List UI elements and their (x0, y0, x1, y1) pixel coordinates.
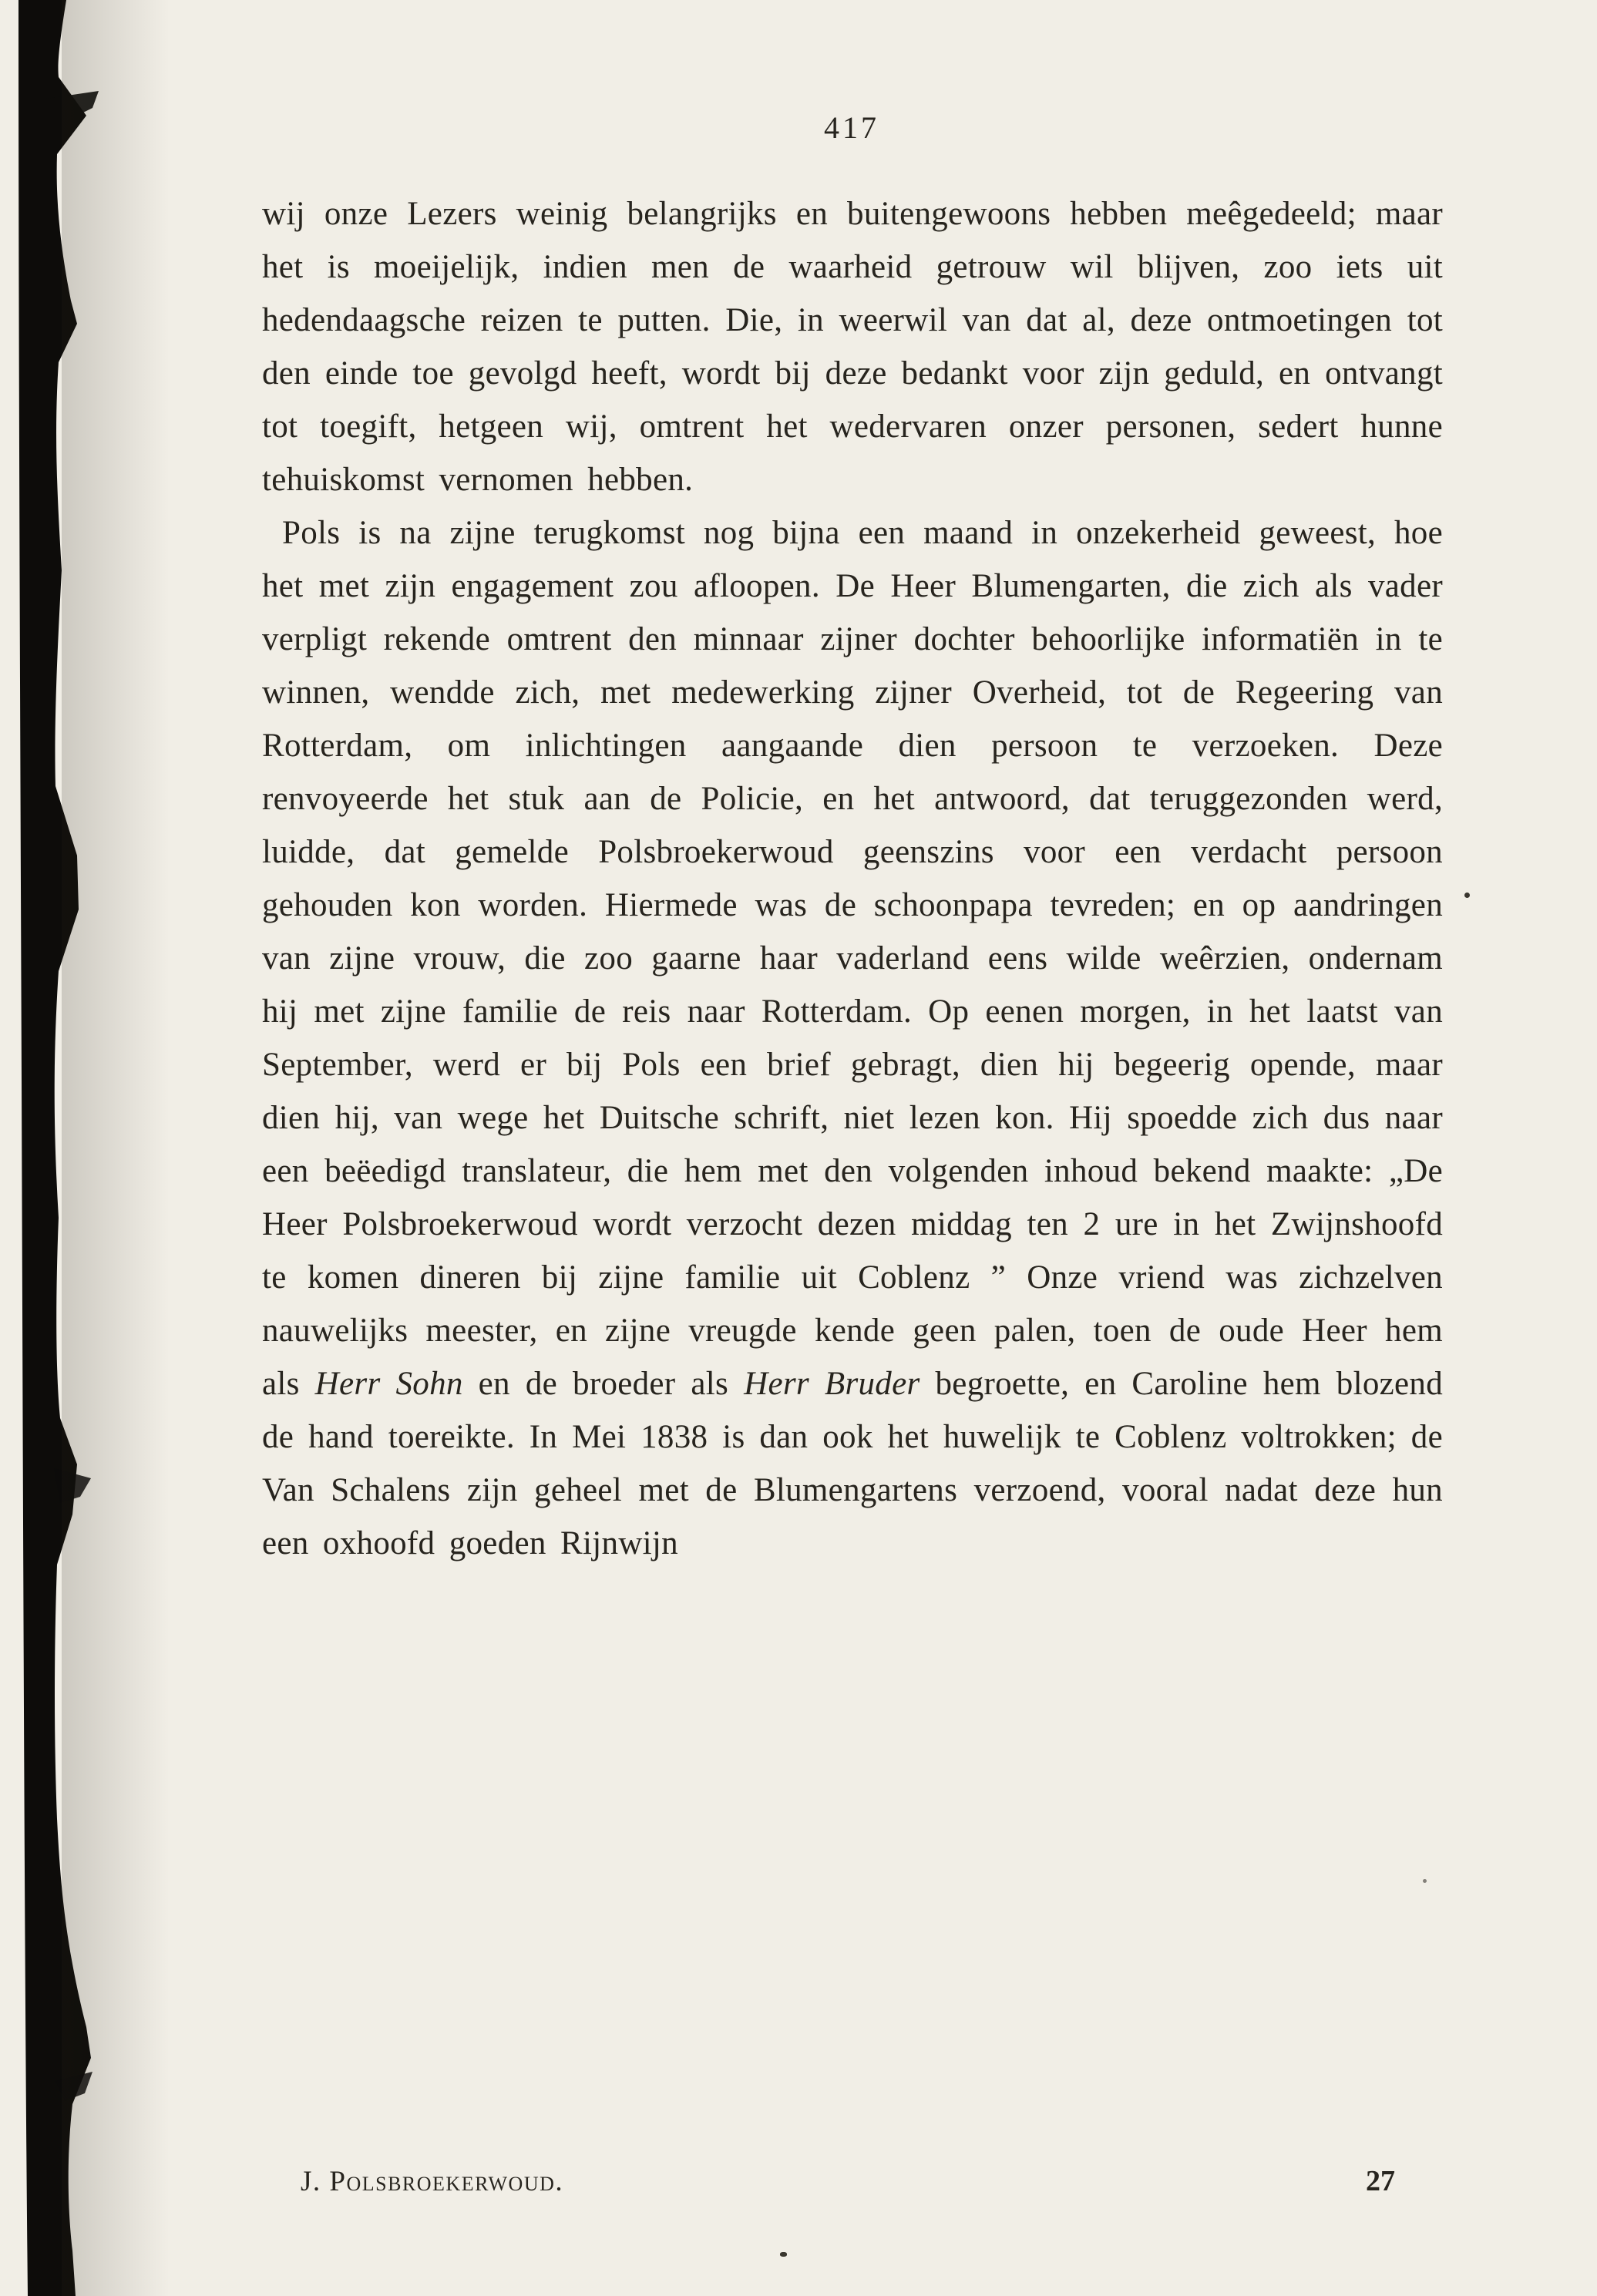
footer-signature: J. Polsbroekerwoud. (301, 2166, 564, 2197)
italic-text: Herr Sohn (314, 1366, 463, 1402)
scan-speck (1423, 1879, 1427, 1883)
scan-speck (780, 2252, 787, 2257)
body-text (262, 187, 1443, 1570)
page-number: 417 (824, 110, 879, 145)
text-segment: begroette, en Caroline hem blozend de hand toereikte. In Mei 1838 is dan ook het huwelijk te Coblenz voltrokken; de Van Schalens zijn geheel met de Blumengartens verzoend, vooral nadat deze hun een oxhoofd goeden Rijnwijn (262, 1366, 1443, 1561)
paragraph (262, 187, 1443, 506)
text-segment: wij onze Lezers weinig belangrijks en buitengewoons hebben meêgedeeld; maar het is moeijelijk, indien men de waarheid getrouw wil blijven, zoo iets uit hedendaagsche reizen te putten. Die, in weerwil van dat al, deze ontmoetingen tot den einde toe gevolgd heeft, wordt bij deze bedankt voor zijn geduld, en ontvangt tot toegift, hetgeen wij, omtrent het wedervaren onzer personen, sedert hunne tehuiskomst vernomen hebben. (262, 196, 1443, 498)
italic-text: Herr Bruder (744, 1366, 920, 1402)
book-binding-edge (0, 0, 116, 2296)
text-segment: Pols is na zijne terugkomst nog bijna een maand in onzekerheid geweest, hoe het met zijn engagement zou afloopen. De Heer Blumengarten, die zich als vader verpligt rekende omtrent den minnaar zijner dochter behoorlijke informatiën in te winnen, wendde zich, met medewerking zijner Overheid, tot de Regeering van Rotterdam, om inlichtingen aangaande dien persoon te verzoeken. Deze renvoyeerde het stuk aan de Policie, en het antwoord, dat teruggezonden werd, luidde, dat gemelde Polsbroekerwoud geenszins voor een verdacht persoon gehouden kon worden. Hiermede was de schoonpapa tevreden; en op aandringen van zijne vrouw, die zoo gaarne haar vaderland eens wilde weêrzien, ondernam hij met zijne familie de reis naar Rotterdam. Op eenen morgen, in het laatst van September, werd er bij Pols een brief gebragt, dien hij begeerig opende, maar dien hij, van wege het Duitsche schrift, niet lezen kon. Hij spoedde zich dus naar een beëedigd translateur, die hem met den volgenden inhoud bekend maakte: „De Heer Polsbroekerwoud wordt verzocht dezen middag ten 2 ure in het Zwijnshoofd te komen dineren bij zijne familie uit Coblenz ” Onze vriend was zichzelven nauwelijks meester, en zijne vreugde kende geen palen, toen de oude Heer hem als (262, 515, 1443, 1402)
footer-sheet-number: 27 (1366, 2165, 1395, 2197)
binding-shadow (62, 0, 170, 2296)
text-segment: en de broeder als (462, 1366, 745, 1402)
scan-speck (1464, 893, 1470, 898)
footer (262, 2164, 1441, 2198)
paragraph (262, 506, 1443, 1570)
